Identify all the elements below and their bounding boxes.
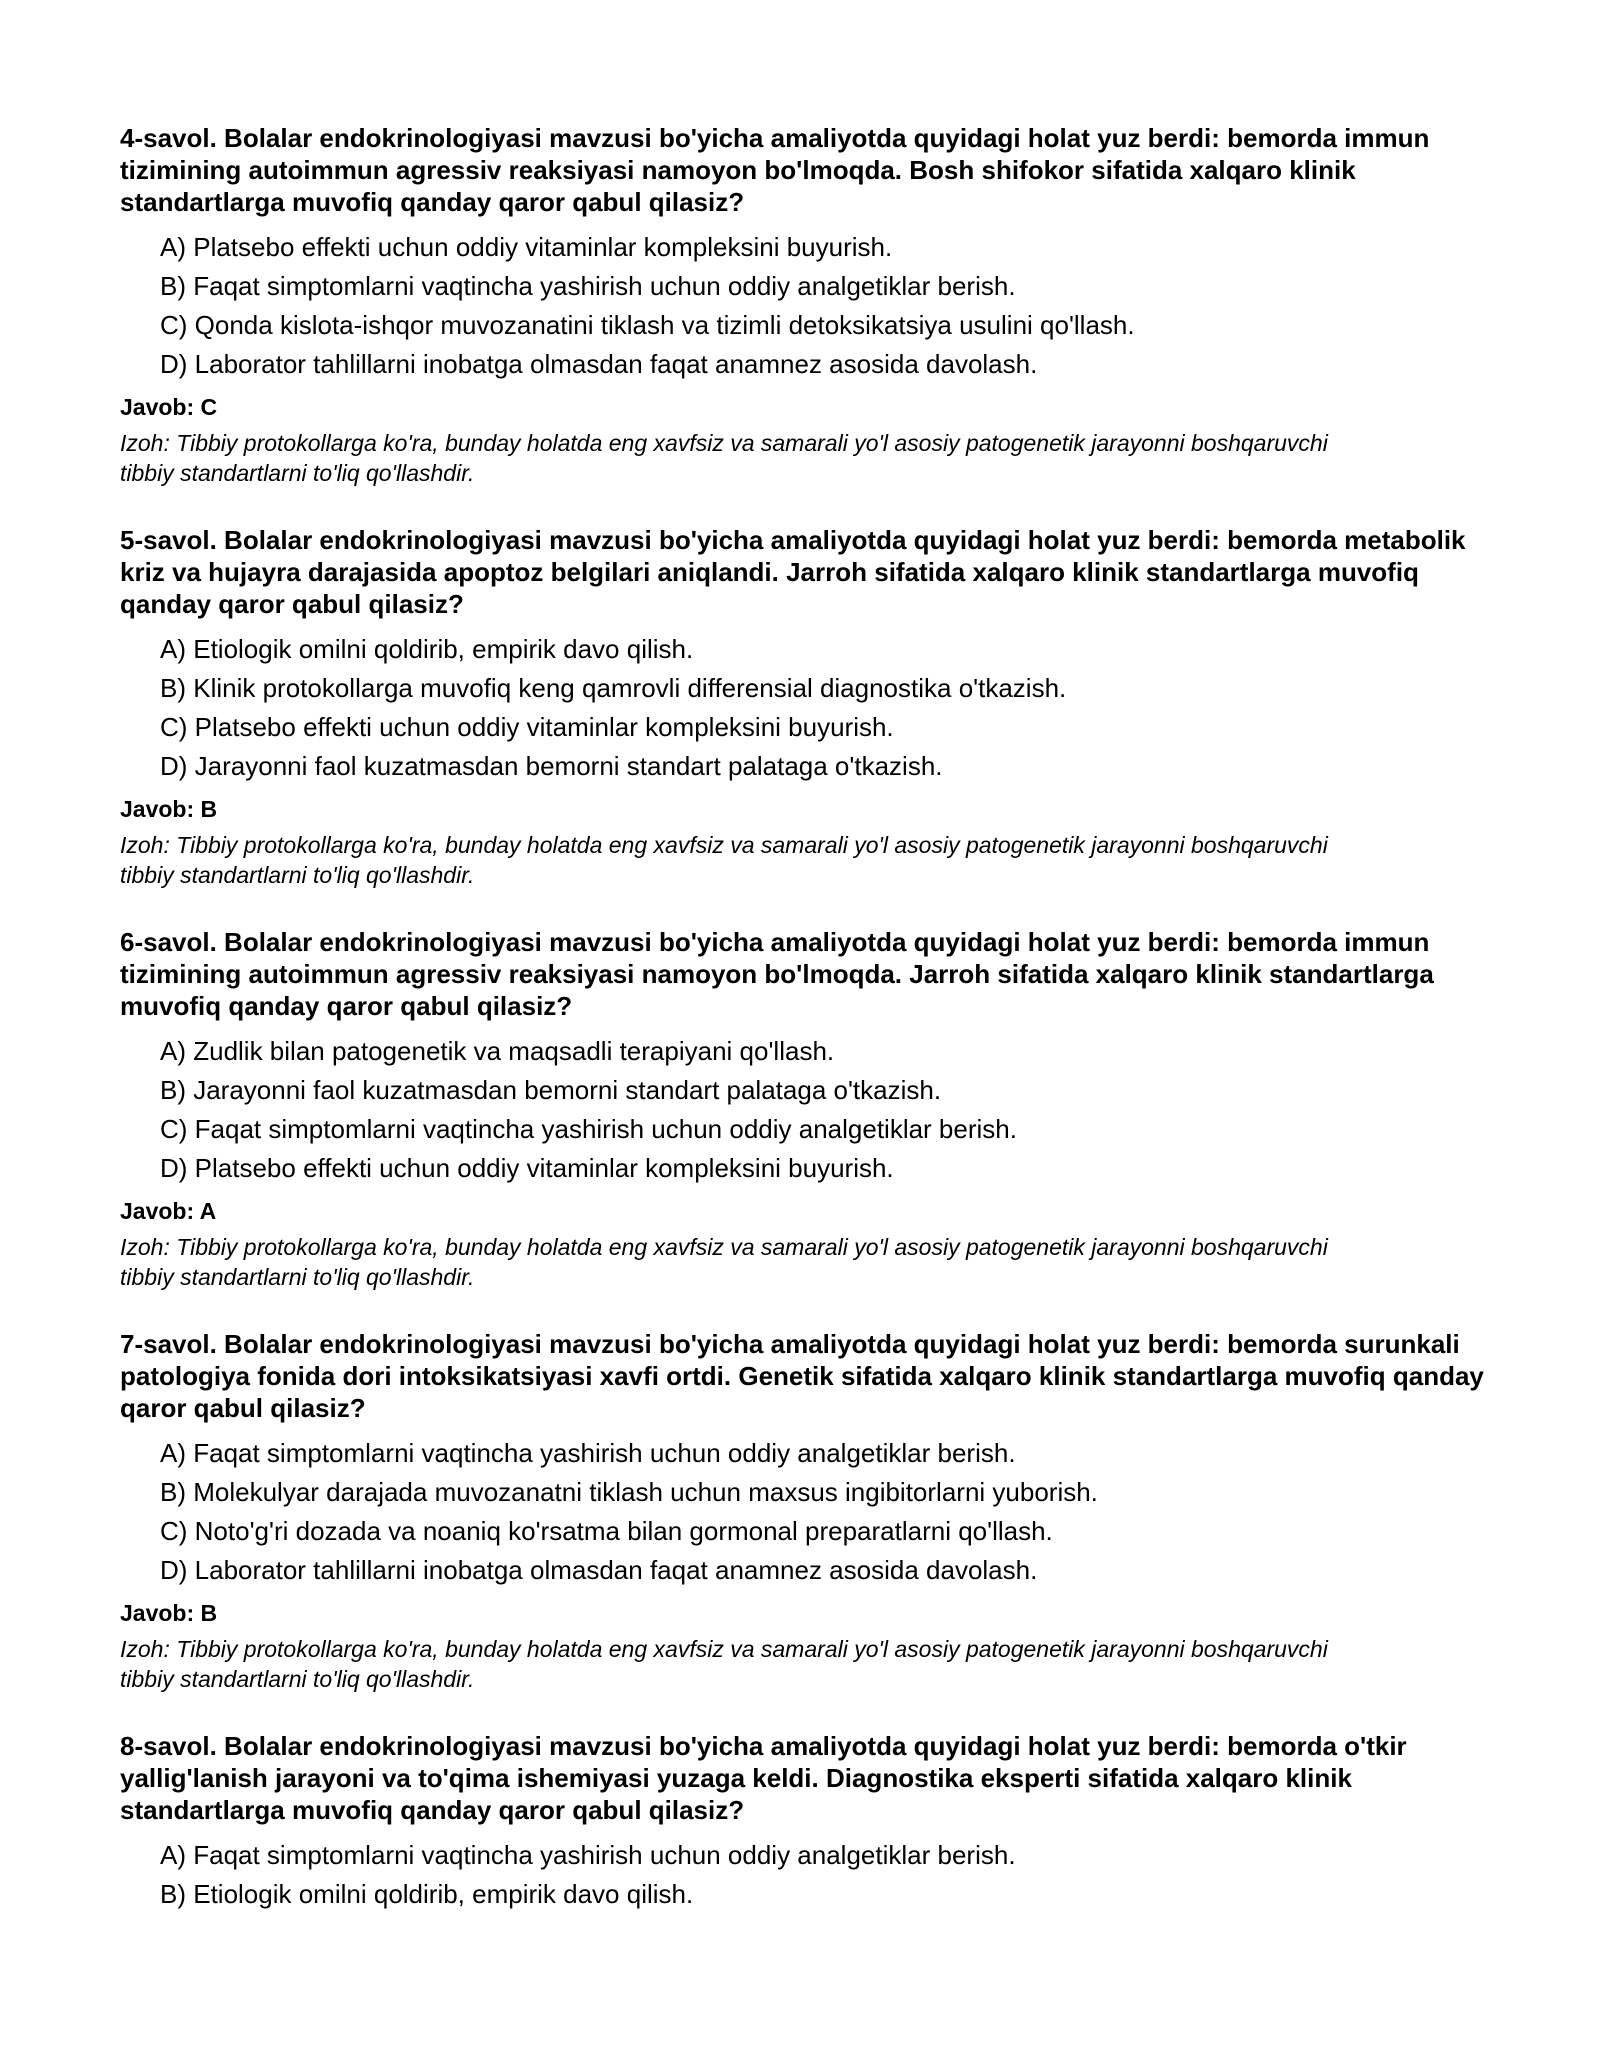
option-d: D) Jarayonni faol kuzatmasdan bemorni standart palataga o'tkazish. (160, 751, 943, 781)
option-b: B) Klinik protokollarga muvofiq keng qamrovli differensial diagnostika o'tkazish. (160, 673, 1067, 703)
option-c: C) Qonda kislota-ishqor muvozanatini tiklash va tizimli detoksikatsiya usulini qo'llash. (160, 310, 1135, 340)
option-d: D) Laborator tahlillarni inobatga olmasdan faqat anamnez asosida davolash. (160, 1555, 1038, 1585)
option-b: B) Etiologik omilni qoldirib, empirik davo qilish. (160, 1879, 694, 1909)
option-d: D) Laborator tahlillarni inobatga olmasdan faqat anamnez asosida davolash. (160, 349, 1038, 379)
question-block (120, 524, 1500, 890)
document-page (120, 122, 1500, 1950)
option-list (120, 1434, 1500, 1590)
explanation-text: Izoh: Tibbiy protokollarga ko'ra, bunday holatda eng xavfsiz va samarali yo'l asosiy patogenetik jarayonni boshqaruvchi tibbiy standartlarni to'liq qo'llashdir. (120, 832, 1328, 888)
question-block (120, 926, 1500, 1292)
explanation-text: Izoh: Tibbiy protokollarga ko'ra, bunday holatda eng xavfsiz va samarali yo'l asosiy patogenetik jarayonni boshqaruvchi tibbiy standartlarni to'liq qo'llashdir. (120, 1234, 1328, 1290)
explanation-text: Izoh: Tibbiy protokollarga ko'ra, bunday holatda eng xavfsiz va samarali yo'l asosiy patogenetik jarayonni boshqaruvchi tibbiy standartlarni to'liq qo'llashdir. (120, 1636, 1328, 1692)
question-block (120, 1328, 1500, 1694)
option-list (120, 1836, 1500, 1914)
answer-label: Javob: B (120, 796, 218, 822)
option-c: C) Faqat simptomlarni vaqtincha yashirish uchun oddiy analgetiklar berish. (160, 1114, 1017, 1144)
option-b: B) Faqat simptomlarni vaqtincha yashirish uchun oddiy analgetiklar berish. (160, 271, 1016, 301)
question-text: 6-savol. Bolalar endokrinologiyasi mavzusi bo'yicha amaliyotda quyidagi holat yuz berdi: bemorda immun tizimining autoimmun agressiv reaksiyasi namoyon bo'lmoqda. Jarroh sifatida xalqaro klinik standartlarga muvofiq qanday qaror qabul qilasiz? (120, 927, 1434, 1021)
answer-label: Javob: B (120, 1600, 218, 1626)
question-text: 4-savol. Bolalar endokrinologiyasi mavzusi bo'yicha amaliyotda quyidagi holat yuz berdi: bemorda immun tizimining autoimmun agressiv reaksiyasi namoyon bo'lmoqda. Bosh shifokor sifatida xalqaro klinik standartlarga muvofiq qanday qaror qabul qilasiz? (120, 123, 1430, 217)
option-a: A) Etiologik omilni qoldirib, empirik davo qilish. (160, 634, 694, 664)
question-text: 7-savol. Bolalar endokrinologiyasi mavzusi bo'yicha amaliyotda quyidagi holat yuz berdi: bemorda surunkali patologiya fonida dori intoksikatsiyasi xavfi ortdi. Genetik sifatida xalqaro klinik standartlarga muvofiq qanday qaror qabul qilasiz? (120, 1329, 1484, 1423)
option-d: D) Platsebo effekti uchun oddiy vitaminlar kompleksini buyurish. (160, 1153, 894, 1183)
option-b: B) Jarayonni faol kuzatmasdan bemorni standart palataga o'tkazish. (160, 1075, 942, 1105)
question-block (120, 1730, 1500, 1914)
option-a: A) Zudlik bilan patogenetik va maqsadli terapiyani qo'llash. (160, 1036, 835, 1066)
explanation-text: Izoh: Tibbiy protokollarga ko'ra, bunday holatda eng xavfsiz va samarali yo'l asosiy patogenetik jarayonni boshqaruvchi tibbiy standartlarni to'liq qo'llashdir. (120, 430, 1328, 486)
option-list (120, 630, 1500, 786)
option-list (120, 1032, 1500, 1188)
option-c: C) Platsebo effekti uchun oddiy vitaminlar kompleksini buyurish. (160, 712, 894, 742)
option-a: A) Platsebo effekti uchun oddiy vitaminlar kompleksini buyurish. (160, 232, 893, 262)
option-c: C) Noto'g'ri dozada va noaniq ko'rsatma bilan gormonal preparatlarni qo'llash. (160, 1516, 1053, 1546)
option-list (120, 228, 1500, 384)
answer-label: Javob: A (120, 1198, 217, 1224)
question-block (120, 122, 1500, 488)
answer-label: Javob: C (120, 394, 218, 420)
question-text: 8-savol. Bolalar endokrinologiyasi mavzusi bo'yicha amaliyotda quyidagi holat yuz berdi: bemorda o'tkir yallig'lanish jarayoni va to'qima ishemiyasi yuzaga keldi. Diagnostika eksperti sifatida xalqaro klinik standartlarga muvofiq qanday qaror qabul qilasiz? (120, 1731, 1407, 1825)
option-a: A) Faqat simptomlarni vaqtincha yashirish uchun oddiy analgetiklar berish. (160, 1840, 1016, 1870)
option-b: B) Molekulyar darajada muvozanatni tiklash uchun maxsus ingibitorlarni yuborish. (160, 1477, 1098, 1507)
question-text: 5-savol. Bolalar endokrinologiyasi mavzusi bo'yicha amaliyotda quyidagi holat yuz berdi: bemorda metabolik kriz va hujayra darajasida apoptoz belgilari aniqlandi. Jarroh sifatida xalqaro klinik standartlarga muvofiq qanday qaror qabul qilasiz? (120, 525, 1466, 619)
option-a: A) Faqat simptomlarni vaqtincha yashirish uchun oddiy analgetiklar berish. (160, 1438, 1016, 1468)
